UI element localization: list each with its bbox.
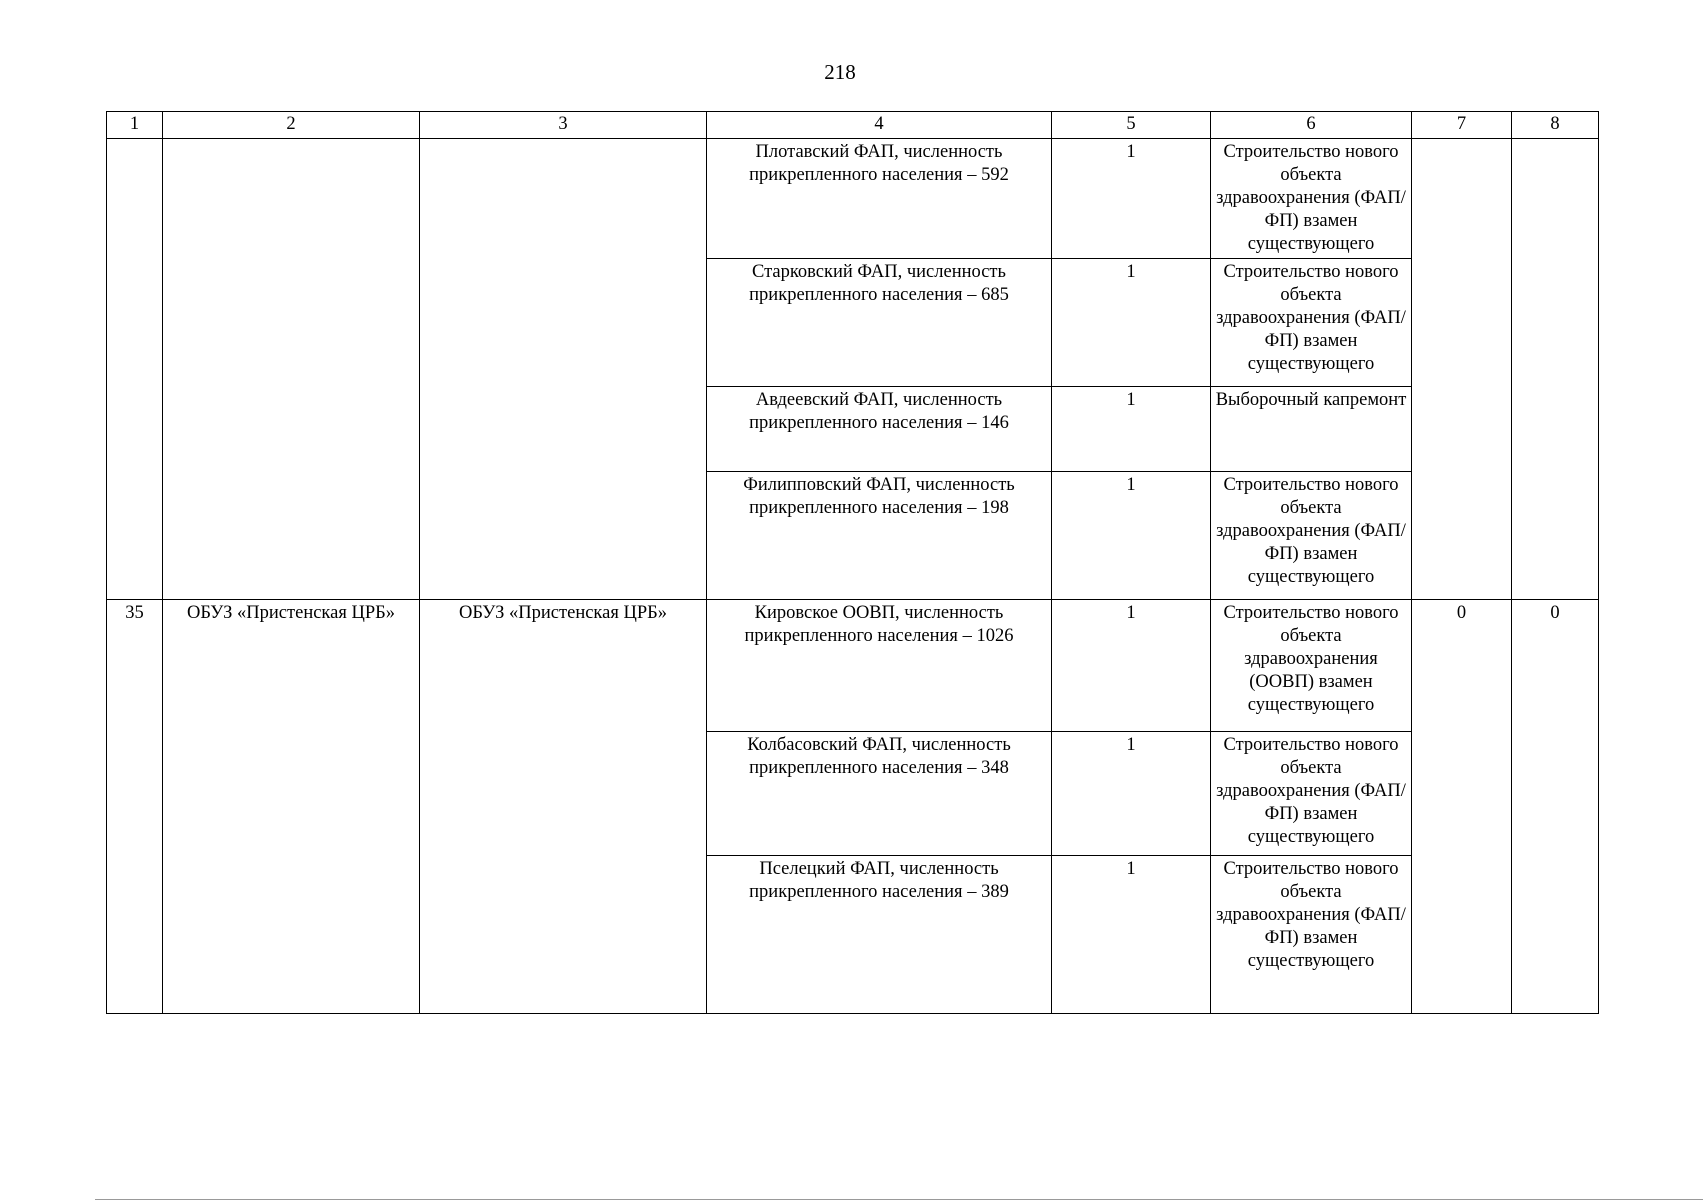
header-row <box>107 112 1599 139</box>
group1-col3-cell <box>420 139 707 600</box>
table-row <box>107 139 1599 259</box>
action-cell: Строительство нового объекта здравоохранения (ФАП/ФП) взамен существующего <box>1211 856 1412 1014</box>
header-col-1: 1 <box>107 112 163 139</box>
header-col-7: 7 <box>1412 112 1512 139</box>
facility-cell: Кировское ООВП, численность прикрепленного населения – 1026 <box>707 600 1052 732</box>
action-cell: Строительство нового объекта здравоохранения (ФАП/ФП) взамен существующего <box>1211 259 1412 387</box>
group2-number-cell: 35 <box>107 600 163 1014</box>
group1-col8-cell <box>1512 139 1599 600</box>
quantity-cell: 1 <box>1052 259 1211 387</box>
header-col-8: 8 <box>1512 112 1599 139</box>
header-col-2: 2 <box>163 112 420 139</box>
facility-cell: Колбасовский ФАП, численность прикрепленного населения – 348 <box>707 732 1052 856</box>
header-col-6: 6 <box>1211 112 1412 139</box>
facility-cell: Плотавский ФАП, численность прикрепленного населения – 592 <box>707 139 1052 259</box>
action-cell: Строительство нового объекта здравоохранения (ФАП/ФП) взамен существующего <box>1211 472 1412 600</box>
group1-col2-cell <box>163 139 420 600</box>
action-cell: Выборочный капремонт <box>1211 387 1412 472</box>
quantity-cell: 1 <box>1052 732 1211 856</box>
action-cell: Строительство нового объекта здравоохранения (ФАП/ФП) взамен существующего <box>1211 139 1412 259</box>
header-col-3: 3 <box>420 112 707 139</box>
action-cell: Строительство нового объекта здравоохранения (ФАП/ФП) взамен существующего <box>1211 732 1412 856</box>
quantity-cell: 1 <box>1052 387 1211 472</box>
header-col-4: 4 <box>707 112 1052 139</box>
facility-cell: Старковский ФАП, численность прикрепленного населения – 685 <box>707 259 1052 387</box>
quantity-cell: 1 <box>1052 139 1211 259</box>
action-cell: Строительство нового объекта здравоохранения (ООВП) взамен существующего <box>1211 600 1412 732</box>
header-col-5: 5 <box>1052 112 1211 139</box>
facility-cell: Филипповский ФАП, численность прикрепленного населения – 198 <box>707 472 1052 600</box>
quantity-cell: 1 <box>1052 600 1211 732</box>
group2-col3-cell: ОБУЗ «Пристенская ЦРБ» <box>420 600 707 1014</box>
group2-col7-cell: 0 <box>1412 600 1512 1014</box>
quantity-cell: 1 <box>1052 856 1211 1014</box>
page-number: 218 <box>824 60 856 84</box>
facility-cell: Авдеевский ФАП, численность прикрепленного населения – 146 <box>707 387 1052 472</box>
facility-cell: Пселецкий ФАП, численность прикрепленного населения – 389 <box>707 856 1052 1014</box>
group1-number-cell <box>107 139 163 600</box>
group2-col2-cell: ОБУЗ «Пристенская ЦРБ» <box>163 600 420 1014</box>
quantity-cell: 1 <box>1052 472 1211 600</box>
table-row <box>107 600 1599 732</box>
group1-col7-cell <box>1412 139 1512 600</box>
facilities-table <box>106 111 1599 1014</box>
group2-col8-cell: 0 <box>1512 600 1599 1014</box>
